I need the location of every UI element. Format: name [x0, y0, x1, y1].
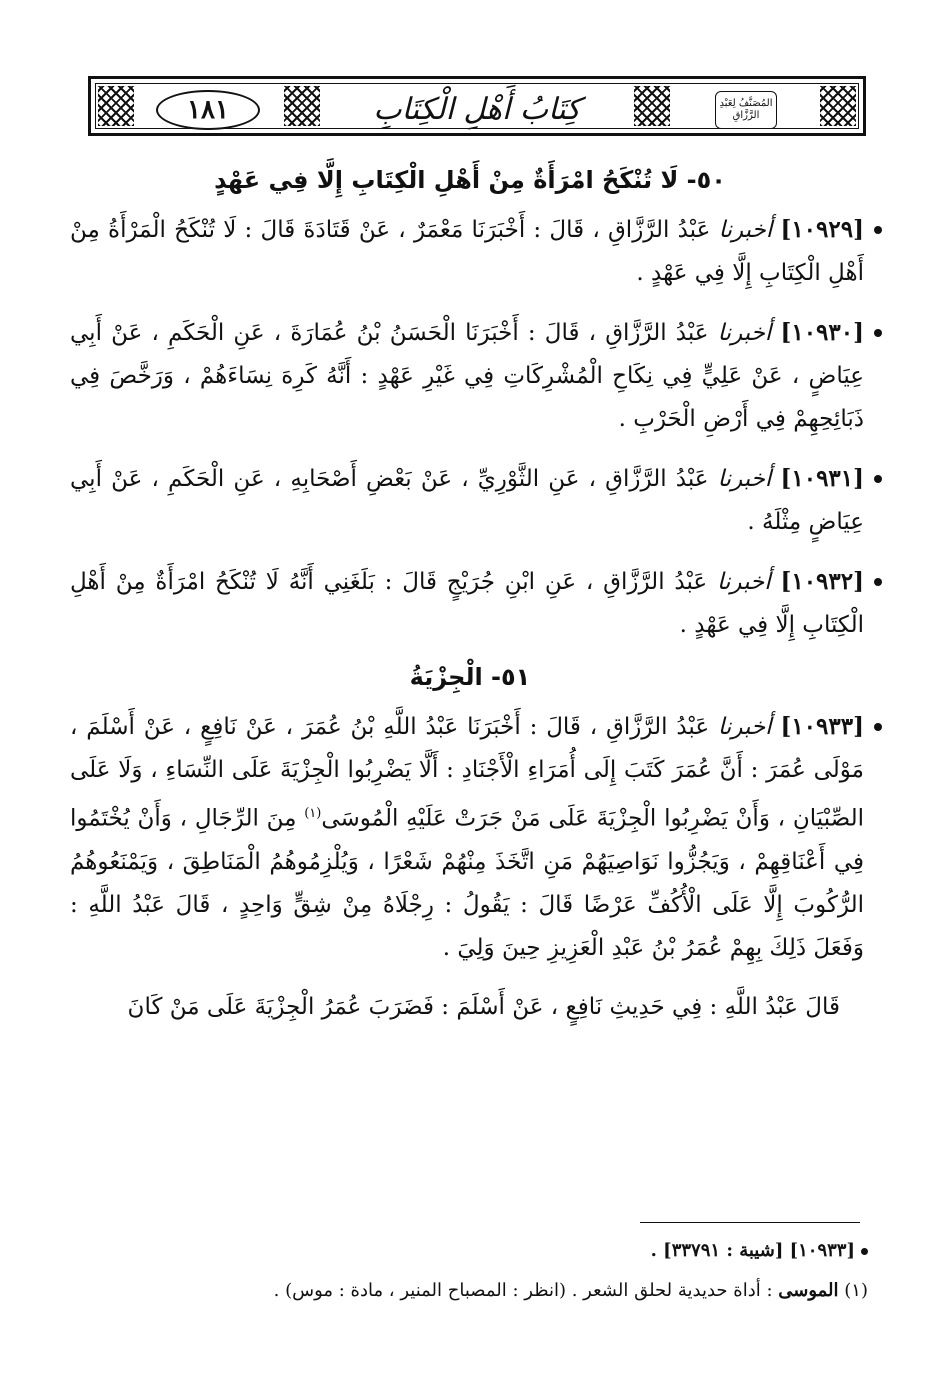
- book-logo: المُصَنَّفُ لِعَبْدِ الرَّزَّاقِ: [715, 91, 777, 129]
- source-reference: [١٠٩٣٣] [شيبة : ٣٣٧٩١] .: [650, 1240, 855, 1261]
- bullet-icon: [861, 1248, 868, 1255]
- page-number-cartouche: [136, 90, 280, 130]
- hadith-number: [١٠٩٣٢]: [780, 568, 865, 595]
- chapter-heading-50: ٥٠- لَا تُنْكَحُ امْرَأَةٌ مِنْ أَهْلِ الْكِتَابِ إِلَّا فِي عَهْدٍ: [214, 166, 726, 194]
- hadith-number: [١٠٩٢٩]: [780, 216, 864, 243]
- source-reference-note: [70, 1238, 868, 1264]
- bullet-icon: [874, 475, 882, 483]
- ornament-left-inner: [284, 86, 320, 126]
- footnote-number: (١): [844, 1280, 868, 1301]
- hadith-10931: [70, 457, 870, 544]
- hadith-number: [١٠٩٣٣]: [780, 713, 864, 740]
- hadith-number: [١٠٩٣١]: [780, 465, 865, 492]
- page-header: [88, 76, 866, 136]
- footnote-1: [70, 1278, 868, 1304]
- page-number: ١٨١: [156, 90, 260, 130]
- hadith-number: [١٠٩٣٠]: [780, 319, 865, 346]
- bullet-icon: [874, 723, 882, 731]
- bullet-icon: [874, 578, 882, 586]
- footnote-text: : أداة حديدية لحلق الشعر . (انظر : المصباح المنير ، مادة : موس) .: [273, 1280, 773, 1301]
- ornament-right-inner: [634, 86, 670, 126]
- chapter-heading-51: ٥١- الْجِزْيَةُ: [409, 663, 531, 691]
- hadith-text: عَبْدُ الرَّزَّاقِ ، عَنِ الثَّوْرِيِّ ، عَنْ بَعْضِ أَصْحَابِهِ ، عَنِ الْحَكَمِ ، عَنْ أَبِي عِيَاضٍ مِثْلَهُ .: [70, 466, 864, 535]
- akhbarana-word: أخبرنا: [717, 714, 772, 740]
- hadith-10933: [70, 705, 870, 970]
- hadith-text: عَبْدُ الرَّزَّاقِ ، قَالَ : أَخْبَرَنَا مَعْمَرٌ ، عَنْ قَتَادَةَ قَالَ : لَا تُنْكَحُ الْمَرْأَةُ مِنْ أَهْلِ الْكِتَابِ إِلَّا فِي عَهْدٍ .: [70, 217, 864, 286]
- hadith-10929: [70, 208, 870, 295]
- footnote-marker[interactable]: (١): [304, 806, 322, 821]
- bullet-icon: [874, 329, 882, 337]
- header-frame: [95, 83, 859, 129]
- akhbarana-word: أخبرنا: [718, 217, 773, 243]
- ornament-left-outer: [98, 86, 134, 126]
- hadith-text: عَبْدُ الرَّزَّاقِ ، قَالَ : أَخْبَرَنَا عَبْدُ اللَّهِ بْنُ عُمَرَ ، عَنْ نَافِعٍ ، عَنْ أَسْلَمَ ، مَوْلَى عُمَرَ : أَنَّ عُمَرَ كَتَبَ إِلَى أُمَرَاءِ الْأَجْنَادِ : أَلَّا يَضْرِبُوا الْجِزْيَةَ عَلَى النِّسَاءِ ، وَلَا عَلَى الصِّبْيَانِ ، وَأَنْ يَضْرِبُوا الْجِزْيَةَ عَلَى مَنْ جَرَتْ عَلَيْهِ الْمُوسَى: [70, 714, 864, 832]
- hadith-10932: [70, 560, 870, 647]
- ornament-right-outer: [820, 86, 856, 126]
- hadith-text: عَبْدُ الرَّزَّاقِ ، قَالَ : أَخْبَرَنَا الْحَسَنُ بْنُ عُمَارَةَ ، عَنِ الْحَكَمِ ، عَنْ أَبِي عِيَاضٍ ، عَنْ عَلِيٍّ فِي نِكَاحِ الْمُشْرِكَاتِ فِي غَيْرِ عَهْدٍ : أَنَّهُ كَرِهَ نِسَاءَهُمْ ، وَرَخَّصَ فِي ذَبَائِحِهِمْ فِي أَرْضِ الْحَرْبِ .: [70, 320, 864, 432]
- akhbarana-word: أخبرنا: [717, 320, 772, 346]
- akhbarana-word: أخبرنا: [716, 569, 771, 595]
- main-text: [70, 160, 870, 1029]
- footnote-term: الموسى: [778, 1280, 839, 1301]
- logo-cartouche: [674, 90, 818, 130]
- book-title: كِتَابُ أَهْلِ الْكِتَابِ: [373, 92, 581, 127]
- akhbarana-word: أخبرنا: [717, 466, 772, 492]
- hadith-10930: [70, 311, 870, 441]
- closing-paragraph: قَالَ عَبْدُ اللَّهِ : فِي حَدِيثِ نَافِعٍ ، عَنْ أَسْلَمَ : فَضَرَبَ عُمَرُ الْجِزْيَةَ عَلَى مَنْ كَانَ: [127, 993, 840, 1020]
- bullet-icon: [874, 226, 882, 234]
- footnote-separator: [640, 1222, 860, 1223]
- hadith-text-continued: مِنَ الرِّجَالِ ، وَأَنْ يُخْتَمُوا فِي أَعْنَاقِهِمْ ، وَيَجُزُّوا نَوَاصِيَهُمْ مَنِ اتَّخَذَ مِنْهُمْ شَعْرًا ، وَيُلْزِمُوهُمُ الْمَنَاطِقَ ، وَيَمْنَعُوهُمُ الرُّكُوبَ إِلَّا عَلَى الْأُكُفِّ عَرْضًا قَالَ : يَقُولُ : رِجْلَاهُ مِنْ شِقٍّ وَاحِدٍ ، قَالَ عَبْدُ اللَّهِ : وَفَعَلَ ذَلِكَ بِهِمْ عُمَرُ بْنُ عَبْدِ الْعَزِيزِ حِينَ وَلِيَ .: [70, 805, 864, 961]
- hadith-text: عَبْدُ الرَّزَّاقِ ، عَنِ ابْنِ جُرَيْجٍ قَالَ : بَلَغَنِي أَنَّهُ لَا تُنْكَحُ امْرَأَةٌ مِنْ أَهْلِ الْكِتَابِ إِلَّا فِي عَهْدٍ .: [70, 569, 864, 638]
